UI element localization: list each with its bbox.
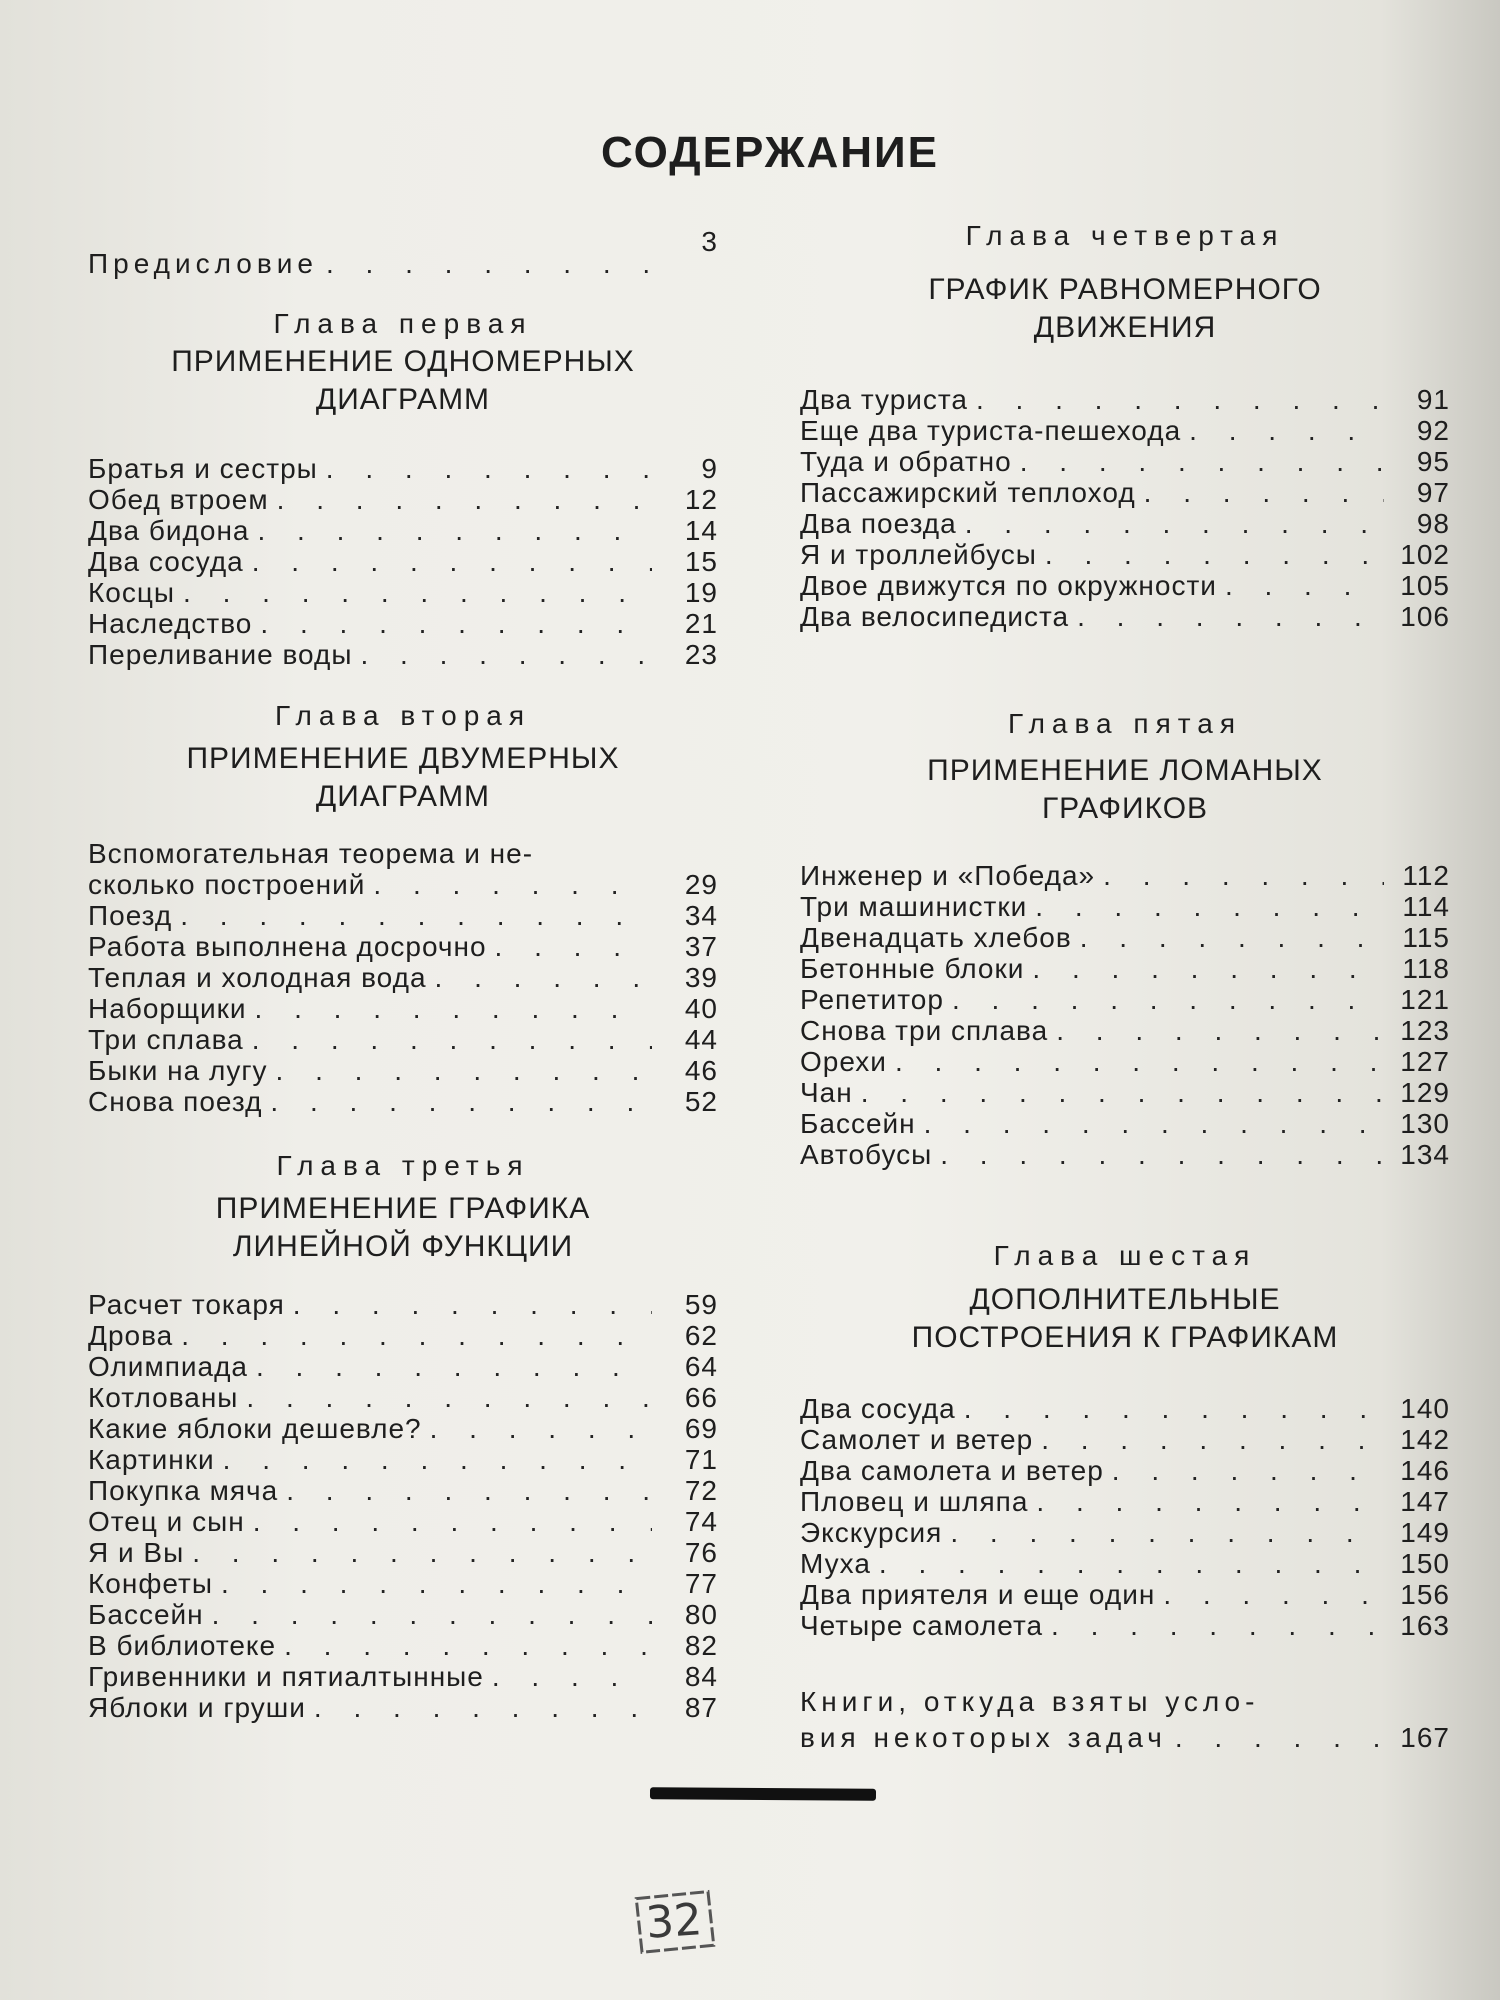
toc-entry[interactable] (800, 860, 1450, 892)
dot-leader (492, 1661, 652, 1693)
dot-leader (1080, 922, 1384, 954)
toc-entry[interactable] (88, 1444, 718, 1476)
entry-title: Орехи (800, 1046, 887, 1077)
toc-entry[interactable] (800, 384, 1450, 416)
toc-entry[interactable] (88, 484, 718, 516)
entry-title: Быки на лугу (88, 1055, 268, 1086)
toc-entry[interactable] (88, 962, 718, 994)
toc-entry[interactable] (800, 1424, 1450, 1456)
entry-page: 95 (1416, 446, 1450, 477)
entry-title: Два туриста (800, 384, 968, 415)
stamp-number: 32 (644, 1894, 704, 1949)
dot-leader (255, 993, 652, 1025)
entry-page: 127 (1400, 1046, 1450, 1077)
entry-title: Самолет и ветер (800, 1424, 1034, 1455)
entry-page: 156 (1400, 1579, 1450, 1610)
books-page: 167 (1400, 1722, 1450, 1753)
entry-page: 72 (684, 1475, 718, 1506)
dot-leader (950, 1517, 1384, 1549)
entry-page: 115 (1402, 922, 1450, 953)
toc-entry[interactable] (88, 577, 718, 609)
entry-title: Три машинистки (800, 891, 1028, 922)
entry-title: Наследство (88, 608, 253, 639)
entry-title: Яблоки и груши (88, 1692, 306, 1723)
books-title-line-2: вия некоторых задач (800, 1722, 1167, 1753)
toc-entry[interactable] (88, 931, 718, 963)
entry-page: 21 (684, 608, 718, 639)
chapter-2-title (88, 740, 718, 816)
dot-leader (895, 1046, 1384, 1078)
toc-entry[interactable] (800, 984, 1450, 1016)
chapter-title-line: ПОСТРОЕНИЯ К ГРАФИКАМ (911, 1321, 1339, 1354)
entry-title: Расчет токаря (88, 1289, 285, 1320)
entry-page: 112 (1402, 860, 1450, 891)
entry-page: 66 (684, 1382, 718, 1413)
toc-entry[interactable] (88, 1692, 718, 1724)
dot-leader (270, 1086, 652, 1118)
dot-leader (192, 1537, 652, 1569)
entry-page: 97 (1416, 477, 1450, 508)
dot-leader (1035, 891, 1384, 923)
chapter-title-line: ДВИЖЕНИЯ (1033, 311, 1217, 344)
dot-leader (940, 1139, 1384, 1171)
toc-entry[interactable] (800, 1139, 1450, 1171)
entry-title: Отец и сын (88, 1506, 245, 1537)
chapter-5-label: Глава пятая (1008, 708, 1242, 739)
chapter-title-line: ЛИНЕЙНОЙ ФУНКЦИИ (232, 1230, 574, 1263)
toc-entry[interactable] (800, 922, 1450, 954)
entry-page: 114 (1402, 891, 1450, 922)
dot-leader (293, 1289, 652, 1321)
dot-leader (183, 577, 652, 609)
toc-entry[interactable] (88, 1024, 718, 1056)
toc-entry[interactable] (88, 546, 718, 578)
toc-entry[interactable] (88, 1568, 718, 1600)
entry-title: Работа выполнена досрочно (88, 931, 487, 962)
toc-entry[interactable] (88, 1599, 718, 1631)
entry-page: 64 (684, 1351, 718, 1382)
entry-title: Два велосипедиста (800, 601, 1070, 632)
entry-title: Два приятеля и еще один (800, 1579, 1156, 1610)
entry-title: Пассажирский теплоход (800, 477, 1136, 508)
toc-entry[interactable] (800, 570, 1450, 602)
entry-page: 92 (1416, 415, 1450, 446)
entry-page: 123 (1400, 1015, 1450, 1046)
entry-title: Инженер и «Победа» (800, 860, 1096, 891)
entry-title: Два поезда (800, 508, 957, 539)
books-title-line-1: Книги, откуда взяты усло- (800, 1686, 1260, 1717)
entry-page: 106 (1400, 601, 1450, 632)
entry-title-line-1: Вспомогательная теорема и не- (88, 838, 534, 869)
toc-entry[interactable] (800, 1108, 1450, 1140)
toc-entry[interactable] (800, 1077, 1450, 1109)
entry-title: Покупка мяча (88, 1475, 279, 1506)
preface-entry[interactable] (88, 226, 718, 280)
dot-leader (1189, 415, 1384, 447)
dot-leader (1041, 1424, 1384, 1456)
toc-entry[interactable] (800, 891, 1450, 923)
entry-page: 140 (1400, 1393, 1450, 1424)
entry-page: 52 (684, 1086, 718, 1117)
entry-page: 134 (1400, 1139, 1450, 1170)
entry-title: Олимпиада (88, 1351, 248, 1382)
entry-page: 59 (684, 1289, 718, 1320)
toc-entry[interactable] (88, 515, 718, 547)
entry-page: 74 (684, 1506, 718, 1537)
entry-page: 19 (684, 577, 718, 608)
dot-leader (1036, 1486, 1384, 1518)
entry-title: Два бидона (88, 515, 250, 546)
dot-leader (373, 869, 652, 901)
toc-entry[interactable] (800, 508, 1450, 540)
entry-page: 147 (1400, 1486, 1450, 1517)
dot-leader (253, 1506, 652, 1538)
dot-leader (221, 1568, 652, 1600)
entry-title: Снова поезд (88, 1086, 263, 1117)
chapter-5-title (800, 752, 1450, 828)
entry-title: Конфеты (88, 1568, 213, 1599)
chapter-6-title (800, 1281, 1450, 1357)
entry-page: 87 (684, 1692, 718, 1723)
dot-leader (326, 248, 652, 280)
dot-leader (1163, 1579, 1384, 1611)
dot-leader (965, 508, 1384, 540)
dot-leader (252, 546, 652, 578)
entry-page: 34 (684, 900, 718, 931)
dot-leader (276, 1055, 652, 1087)
entry-page: 80 (684, 1599, 718, 1630)
entry-title: Туда и обратно (800, 446, 1012, 477)
entry-title: Снова три сплава (800, 1015, 1049, 1046)
entry-page: 23 (684, 639, 718, 670)
entry-page: 84 (684, 1661, 718, 1692)
dot-leader (180, 900, 652, 932)
dot-leader (1077, 601, 1384, 633)
toc-entry[interactable] (88, 993, 718, 1025)
entry-page: 150 (1400, 1548, 1450, 1579)
toc-entry[interactable] (88, 1661, 718, 1693)
entry-title: Автобусы (800, 1139, 933, 1170)
entry-title: Я и Вы (88, 1537, 185, 1568)
toc-entry[interactable] (800, 1046, 1450, 1078)
toc-entry[interactable] (88, 608, 718, 640)
entry-page: 105 (1400, 570, 1450, 601)
toc-entry[interactable] (88, 1382, 718, 1414)
entry-title: Муха (800, 1548, 871, 1579)
entry-title: Два сосуда (800, 1393, 956, 1424)
dot-leader (1051, 1610, 1384, 1642)
entry-page: 29 (684, 869, 718, 900)
entry-page: 142 (1400, 1424, 1450, 1455)
dot-leader (1103, 860, 1384, 892)
entry-title: Еще два туриста-пешехода (800, 415, 1182, 446)
entry-title: Двое движутся по окружности (800, 570, 1217, 601)
entry-page: 69 (684, 1413, 718, 1444)
entry-title: Обед втроем (88, 484, 269, 515)
entry-title: Теплая и холодная вода (88, 962, 427, 993)
dot-leader (879, 1548, 1384, 1580)
entry-title: Гривенники и пятиалтынные (88, 1661, 484, 1692)
dot-leader (314, 1692, 652, 1724)
entry-title: Пловец и шляпа (800, 1486, 1029, 1517)
entry-title: Два самолета и ветер (800, 1455, 1104, 1486)
chapter-title-line: ПРИМЕНЕНИЕ ГРАФИКА (215, 1192, 591, 1225)
dot-leader (360, 639, 652, 671)
entry-title: Четыре самолета (800, 1610, 1044, 1641)
dot-leader (1020, 446, 1384, 478)
chapter-title-line: ПРИМЕНЕНИЕ ОДНОМЕРНЫХ (171, 345, 635, 378)
entry-page: 71 (684, 1444, 718, 1475)
dot-leader (435, 962, 652, 994)
toc-entry[interactable] (800, 539, 1450, 571)
entry-title: Какие яблоки дешевле? (88, 1413, 422, 1444)
preface-page: 3 (701, 226, 718, 257)
entry-page: 15 (684, 546, 718, 577)
entry-page: 91 (1416, 384, 1450, 415)
toc-entry[interactable] (88, 1506, 718, 1538)
chapter-3-label: Глава третья (276, 1150, 530, 1181)
dot-leader (246, 1382, 652, 1414)
entry-title: Я и троллейбусы (800, 539, 1037, 570)
dot-leader (1225, 570, 1384, 602)
chapter-title-line: ДИАГРАММ (315, 780, 491, 813)
entry-title: Бассейн (88, 1599, 204, 1630)
entry-page: 39 (684, 962, 718, 993)
toc-entry[interactable] (88, 900, 718, 932)
chapter-title-line: ДОПОЛНИТЕЛЬНЫЕ (969, 1283, 1281, 1316)
entry-title: Бассейн (800, 1108, 916, 1139)
entry-page: 82 (684, 1630, 718, 1661)
entry-title: Репетитор (800, 984, 944, 1015)
entry-title: Бетонные блоки (800, 953, 1025, 984)
entry-page: 44 (684, 1024, 718, 1055)
chapter-6-label: Глава шестая (993, 1240, 1257, 1271)
closing-rule (650, 1787, 876, 1801)
entry-page: 76 (684, 1537, 718, 1568)
dot-leader (1056, 1015, 1384, 1047)
chapter-1-label: Глава первая (273, 308, 533, 339)
dot-leader (212, 1599, 652, 1631)
entry-page: 130 (1400, 1108, 1450, 1139)
chapter-2-label: Глава вторая (274, 700, 532, 731)
toc-entry[interactable] (88, 1086, 718, 1118)
chapter-title-line: ДИАГРАММ (315, 383, 491, 416)
page-title: СОДЕРЖАНИЕ (600, 128, 940, 177)
dot-leader (976, 384, 1384, 416)
toc-entry[interactable] (88, 1351, 718, 1383)
chapter-4-label: Глава четвертая (965, 220, 1285, 251)
chapter-title-line: ГРАФИК РАВНОМЕРНОГО (928, 273, 1322, 306)
dot-leader (964, 1393, 1384, 1425)
toc-entry[interactable] (800, 1455, 1450, 1487)
entry-title: Переливание воды (88, 639, 353, 670)
toc-entry[interactable] (800, 1548, 1450, 1580)
dot-leader (277, 484, 652, 516)
chapter-title-line: ПРИМЕНЕНИЕ ЛОМАНЫХ (927, 754, 1323, 787)
dot-leader (1144, 477, 1384, 509)
dot-leader (286, 1475, 652, 1507)
dot-leader (861, 1077, 1384, 1109)
entry-title: Наборщики (88, 993, 247, 1024)
entry-title: Картинки (88, 1444, 215, 1475)
toc-entry[interactable] (800, 1579, 1450, 1611)
toc-entry[interactable] (88, 1320, 718, 1352)
entry-page: 46 (684, 1055, 718, 1086)
entry-title: Экскурсия (800, 1517, 943, 1548)
toc-entry[interactable] (88, 869, 718, 901)
entry-title: Чан (800, 1077, 853, 1108)
dot-leader (326, 453, 652, 485)
toc-entry[interactable] (88, 1475, 718, 1507)
dot-leader (181, 1320, 652, 1352)
preface-title: Предисловие (88, 248, 318, 279)
chapter-title-line: ГРАФИКОВ (1041, 792, 1209, 825)
books-entry[interactable] (800, 1722, 1450, 1754)
toc-entry[interactable] (800, 1393, 1450, 1425)
entry-page: 118 (1402, 953, 1450, 984)
dot-leader (252, 1024, 652, 1056)
toc-entry[interactable] (800, 1486, 1450, 1518)
entry-title: В библиотеке (88, 1630, 277, 1661)
toc-entry[interactable] (88, 1055, 718, 1087)
entry-title: Три сплава (88, 1024, 244, 1055)
entry-page: 77 (684, 1568, 718, 1599)
dot-leader (284, 1630, 652, 1662)
dot-leader (1032, 953, 1384, 985)
dot-leader (1175, 1722, 1384, 1754)
entry-title: Котлованы (88, 1382, 239, 1413)
toc-entry[interactable] (800, 446, 1450, 478)
toc-entry[interactable] (800, 601, 1450, 633)
toc-entry[interactable] (88, 1289, 718, 1321)
entry-title: Братья и сестры (88, 453, 318, 484)
entry-page: 62 (684, 1320, 718, 1351)
entry-page: 129 (1400, 1077, 1450, 1108)
dot-leader (258, 515, 653, 547)
dot-leader (430, 1413, 652, 1445)
toc-entry[interactable] (800, 1015, 1450, 1047)
toc-entry[interactable] (88, 453, 718, 485)
toc-entry[interactable] (800, 415, 1450, 447)
dot-leader (260, 608, 652, 640)
entry-page: 163 (1400, 1610, 1450, 1641)
entry-page: 9 (701, 453, 718, 484)
toc-entry[interactable] (88, 639, 718, 671)
entry-page: 40 (684, 993, 718, 1024)
dot-leader (256, 1351, 652, 1383)
chapter-title-line: ПРИМЕНЕНИЕ ДВУМЕРНЫХ (186, 742, 620, 775)
dot-leader (1112, 1455, 1384, 1487)
dot-leader (495, 931, 652, 963)
entry-page: 149 (1400, 1517, 1450, 1548)
dot-leader (924, 1108, 1384, 1140)
toc-entry[interactable] (88, 1413, 718, 1445)
entry-title: Дрова (88, 1320, 174, 1351)
toc-entry[interactable] (88, 1630, 718, 1662)
entry-page: 121 (1400, 984, 1450, 1015)
entry-page: 98 (1416, 508, 1450, 539)
toc-entry[interactable] (800, 477, 1450, 509)
toc-entry[interactable] (88, 1537, 718, 1569)
entry-page: 14 (684, 515, 718, 546)
entry-title: Поезд (88, 900, 173, 931)
entry-page: 102 (1400, 539, 1450, 570)
dot-leader (952, 984, 1384, 1016)
entry-title: Косцы (88, 577, 176, 608)
chapter-4-title (800, 271, 1450, 347)
dot-leader (223, 1444, 652, 1476)
entry-page: 12 (684, 484, 718, 515)
entry-page: 37 (684, 931, 718, 962)
chapter-1-title (88, 343, 718, 419)
entry-title: сколько построений (88, 869, 366, 900)
chapter-3-title (88, 1190, 718, 1266)
toc-entry[interactable] (800, 1517, 1450, 1549)
entry-title: Двенадцать хлебов (800, 922, 1072, 953)
page-number-stamp (630, 1887, 718, 1957)
toc-entry[interactable] (800, 953, 1450, 985)
entry-title: Два сосуда (88, 546, 244, 577)
dot-leader (1045, 539, 1384, 571)
entry-page: 146 (1400, 1455, 1450, 1486)
toc-entry[interactable] (800, 1610, 1450, 1642)
